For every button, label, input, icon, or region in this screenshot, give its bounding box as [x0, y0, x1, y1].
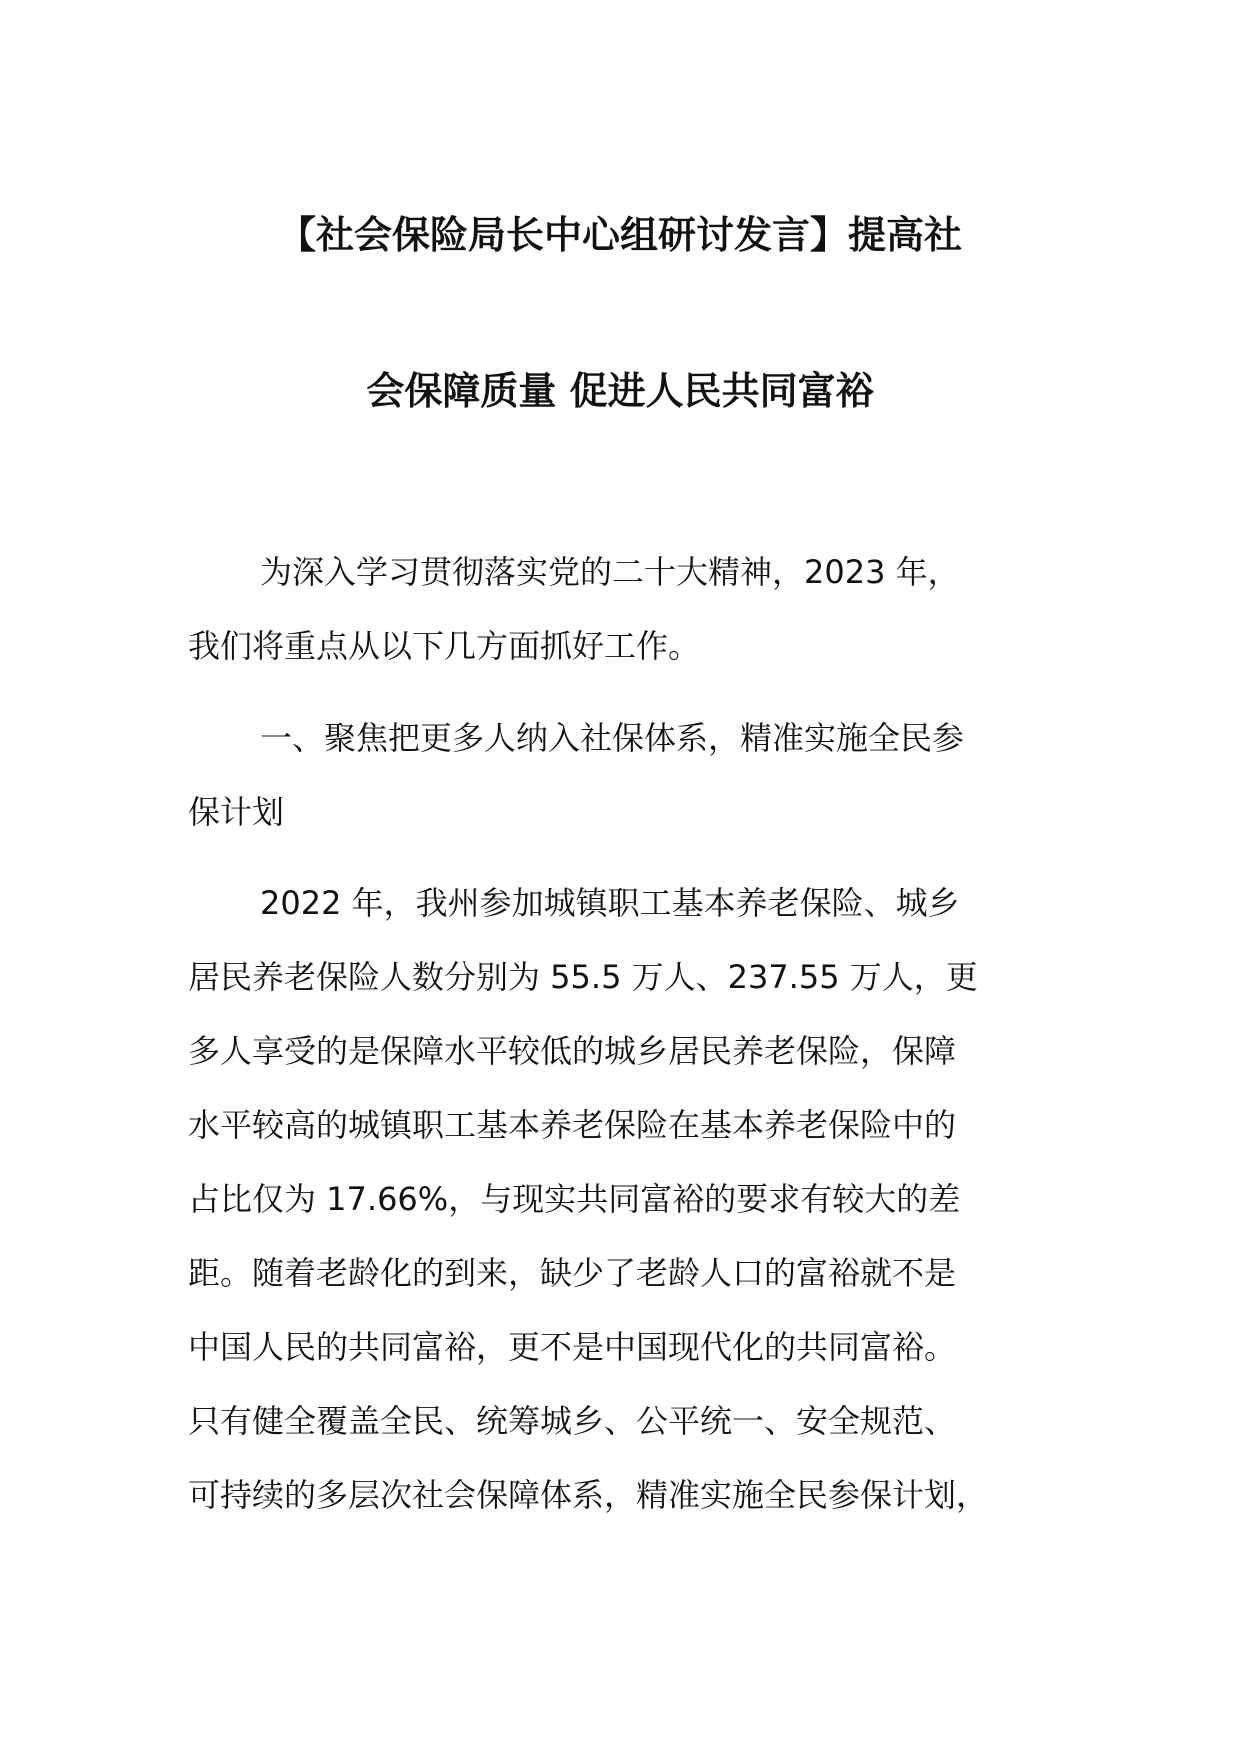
paragraph-intro-line-1: 为深入学习贯彻落实党的二十大精神，2023 年， — [260, 553, 960, 591]
paragraph-main-line-5: 占比仅为 17.66%，与现实共同富裕的要求有较大的差 — [188, 1180, 961, 1218]
paragraph-main-line-8: 只有健全覆盖全民、统筹城乡、公平统一、安全规范、 — [188, 1402, 957, 1440]
section-heading-1-line-2: 保计划 — [188, 793, 285, 831]
paragraph-main-line-7: 中国人民的共同富裕，更不是中国现代化的共同富裕。 — [188, 1328, 957, 1366]
document-title-line-1: 【社会保险局长中心组研讨发言】提高社 — [277, 213, 962, 257]
paragraph-main-line-3: 多人享受的是保障水平较低的城乡居民养老保险，保障 — [188, 1032, 957, 1070]
paragraph-main-line-4: 水平较高的城镇职工基本养老保险在基本养老保险中的 — [188, 1106, 957, 1144]
paragraph-main — [188, 866, 1058, 1532]
paragraph-intro-line-2: 我们将重点从以下几方面抓好工作。 — [188, 627, 701, 665]
section-heading-1 — [188, 701, 1058, 849]
section-heading-1-line-1: 一、聚焦把更多人纳入社保体系，精准实施全民参 — [260, 719, 965, 757]
paragraph-main-line-2: 居民养老保险人数分别为 55.5 万人、237.55 万人，更 — [188, 958, 978, 996]
paragraph-intro — [188, 535, 1058, 683]
paragraph-main-line-6: 距。随着老龄化的到来，缺少了老龄人口的富裕就不是 — [188, 1254, 957, 1292]
document-title-line-2: 会保障质量 促进人民共同富裕 — [366, 369, 874, 413]
paragraph-main-line-9: 可持续的多层次社会保障体系，精准实施全民参保计划， — [188, 1476, 989, 1514]
paragraph-main-line-1: 2022 年，我州参加城镇职工基本养老保险、城乡 — [260, 884, 960, 922]
